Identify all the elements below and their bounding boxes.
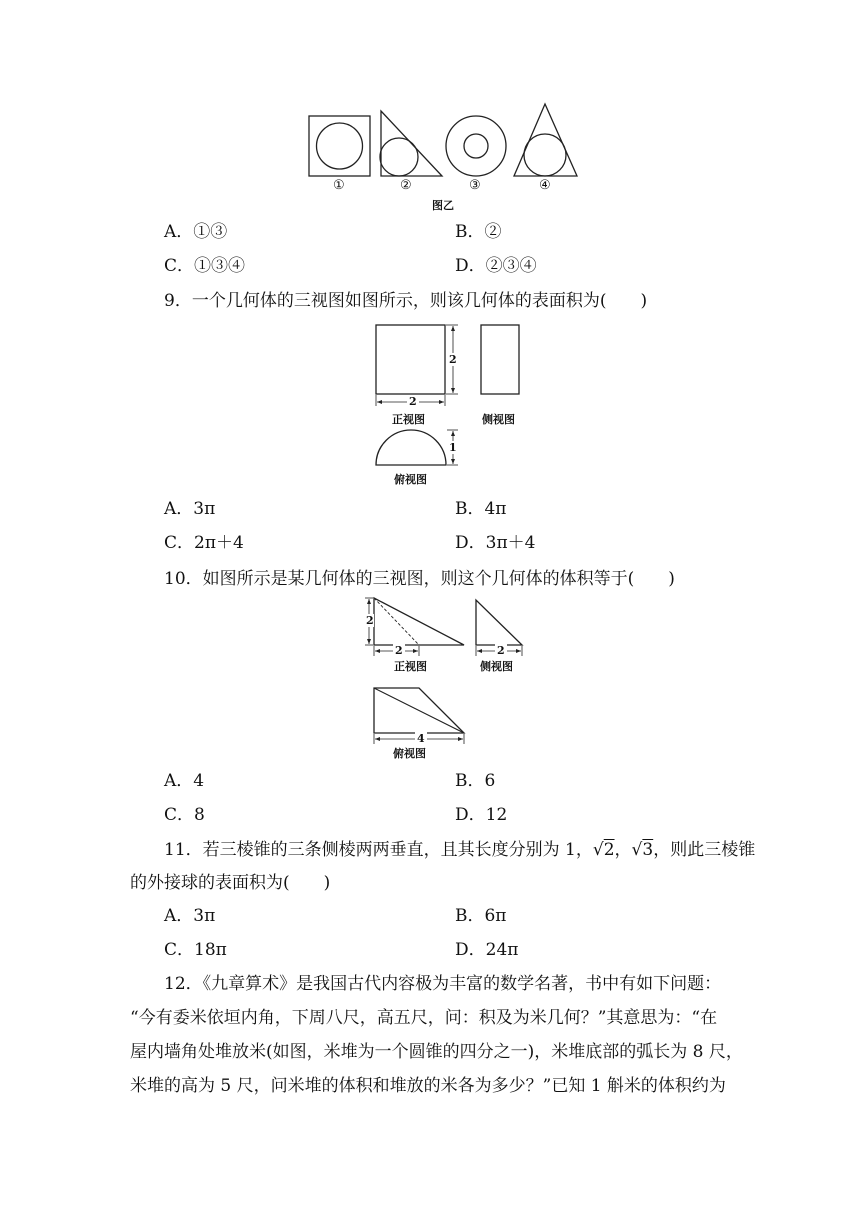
q11-sqrt3: √3 — [631, 840, 654, 860]
q11-stem-line1 — [164, 838, 755, 862]
q11-stem-part-b: ，则此三棱锥 — [653, 840, 756, 860]
q8-option-d[interactable]: D．②③④ — [455, 256, 537, 276]
q8-option-c[interactable]: C．①③④ — [164, 256, 246, 276]
q10-option-c[interactable]: C．8 — [164, 805, 205, 825]
shape-label-3: ③ — [469, 178, 481, 193]
shape-label-1: ① — [333, 178, 345, 193]
q11-stem-part-a: 11．若三棱锥的三条侧棱两两垂直，且其长度分别为 1， — [164, 840, 593, 860]
q10-option-a[interactable]: A．4 — [164, 771, 205, 791]
q10-option-d[interactable]: D．12 — [455, 805, 508, 825]
q10-front-width-label: 2 — [395, 644, 403, 657]
q12-line1: 12．《九章算术》是我国古代内容极为丰富的数学名著，书中有如下问题： — [164, 974, 722, 994]
shape-label-4: ④ — [539, 178, 551, 193]
q9-option-d[interactable]: D．3π＋4 — [455, 533, 536, 553]
q10-front-height-label: 2 — [366, 614, 374, 627]
q9-option-c[interactable]: C．2π＋4 — [164, 533, 244, 553]
q11-option-c[interactable]: C．18π — [164, 940, 227, 960]
q10-top-caption: 俯视图 — [393, 747, 426, 760]
q8-option-a[interactable]: A．①③ — [164, 222, 228, 242]
q9-stem: 9．一个几何体的三视图如图所示，则该几何体的表面积为( ) — [164, 291, 648, 311]
q11-option-d[interactable]: D．24π — [455, 940, 519, 960]
q11-sqrt2: √2 — [592, 840, 615, 860]
shape-label-2: ② — [400, 178, 412, 193]
q9-top-caption: 俯视图 — [394, 473, 427, 486]
q10-top-width-label: 4 — [417, 732, 425, 745]
q10-side-width-label: 2 — [497, 644, 505, 657]
q9-front-caption: 正视图 — [392, 413, 425, 426]
q12-line4: 米堆的高为 5 尺，问米堆的体积和堆放的米各为多少？”已知 1 斛米的体积约为 — [130, 1076, 726, 1096]
q12-line3: 屋内墙角处堆放米(如图，米堆为一个圆锥的四分之一)，米堆底部的弧长为 8 尺， — [130, 1042, 743, 1062]
q10-option-b[interactable]: B．6 — [455, 771, 496, 791]
q11-stem-line2: 的外接球的表面积为( ) — [130, 873, 331, 893]
q10-side-caption: 侧视图 — [480, 660, 513, 673]
q9-front-width-label: 2 — [409, 395, 417, 408]
figure-yi-caption: 图乙 — [432, 199, 454, 212]
q10-front-caption: 正视图 — [394, 660, 427, 673]
q9-front-height-label: 2 — [449, 353, 457, 366]
q11-option-a[interactable]: A．3π — [164, 906, 216, 926]
q10-stem: 10．如图所示是某几何体的三视图，则这个几何体的体积等于( ) — [164, 569, 675, 589]
q11-sep: ， — [614, 840, 632, 860]
q11-option-b[interactable]: B．6π — [455, 906, 507, 926]
q9-option-b[interactable]: B．4π — [455, 499, 507, 519]
q12-line2: “今有委米依垣内角，下周八尺，高五尺，问：积及为米几何？”其意思为：“在 — [130, 1008, 718, 1028]
q9-option-a[interactable]: A．3π — [164, 499, 216, 519]
q9-top-height-label: 1 — [449, 441, 457, 454]
q9-side-caption: 侧视图 — [482, 413, 515, 426]
q8-option-b[interactable]: B．② — [455, 222, 502, 242]
